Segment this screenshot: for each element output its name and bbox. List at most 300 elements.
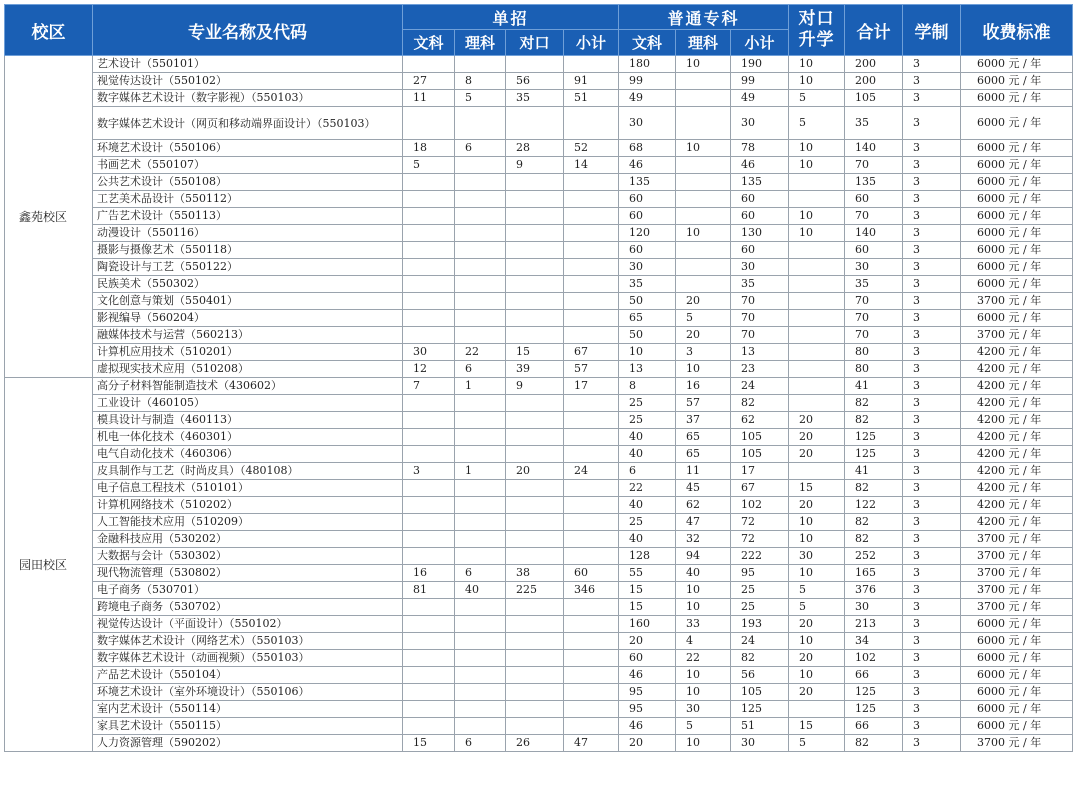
table-row bbox=[5, 90, 1073, 107]
single-liberal-cell bbox=[403, 56, 455, 73]
single-subtotal-cell bbox=[564, 650, 619, 667]
years-cell: 3 bbox=[903, 56, 961, 73]
single-duikou-cell bbox=[506, 259, 564, 276]
single-duikou-cell bbox=[506, 667, 564, 684]
normal-liberal-cell: 68 bbox=[619, 140, 676, 157]
table-row bbox=[5, 429, 1073, 446]
col-duikou-shengxue-header bbox=[789, 5, 845, 56]
normal-liberal-cell: 22 bbox=[619, 480, 676, 497]
single-liberal-cell bbox=[403, 480, 455, 497]
years-cell: 3 bbox=[903, 293, 961, 310]
single-subtotal-cell bbox=[564, 293, 619, 310]
single-duikou-cell bbox=[506, 107, 564, 140]
normal-subtotal-cell: 70 bbox=[731, 327, 789, 344]
single-subtotal-cell: 91 bbox=[564, 73, 619, 90]
fee-cell: 6000 元 / 年 bbox=[961, 650, 1073, 667]
single-science-cell: 40 bbox=[455, 582, 506, 599]
major-name-cell: 视觉传达设计（平面设计）（550102） bbox=[93, 616, 403, 633]
table-row bbox=[5, 73, 1073, 90]
years-cell: 3 bbox=[903, 701, 961, 718]
duikou-shengxue-cell: 10 bbox=[789, 140, 845, 157]
normal-science-cell: 10 bbox=[676, 140, 731, 157]
fee-cell: 4200 元 / 年 bbox=[961, 429, 1073, 446]
single-duikou-cell bbox=[506, 310, 564, 327]
duikou-shengxue-cell: 10 bbox=[789, 56, 845, 73]
total-cell: 35 bbox=[845, 276, 903, 293]
major-name-cell: 电子商务（530701） bbox=[93, 582, 403, 599]
duikou-shengxue-cell: 10 bbox=[789, 225, 845, 242]
fee-cell: 3700 元 / 年 bbox=[961, 293, 1073, 310]
single-subtotal-cell: 51 bbox=[564, 90, 619, 107]
normal-liberal-cell: 20 bbox=[619, 735, 676, 752]
single-science-cell bbox=[455, 599, 506, 616]
duikou-shengxue-cell: 5 bbox=[789, 582, 845, 599]
fee-cell: 6000 元 / 年 bbox=[961, 73, 1073, 90]
years-cell: 3 bbox=[903, 429, 961, 446]
single-duikou-cell bbox=[506, 174, 564, 191]
table-row bbox=[5, 446, 1073, 463]
normal-liberal-header: 文科 bbox=[619, 30, 676, 56]
table-row bbox=[5, 259, 1073, 276]
single-science-cell: 8 bbox=[455, 73, 506, 90]
fee-cell: 3700 元 / 年 bbox=[961, 565, 1073, 582]
single-liberal-cell: 81 bbox=[403, 582, 455, 599]
years-cell: 3 bbox=[903, 259, 961, 276]
major-name-cell: 视觉传达设计（550102） bbox=[93, 73, 403, 90]
fee-cell: 6000 元 / 年 bbox=[961, 191, 1073, 208]
single-subtotal-cell bbox=[564, 429, 619, 446]
single-duikou-cell bbox=[506, 701, 564, 718]
single-subtotal-cell bbox=[564, 395, 619, 412]
table-row bbox=[5, 174, 1073, 191]
normal-subtotal-cell: 24 bbox=[731, 378, 789, 395]
major-name-cell: 跨境电子商务（530702） bbox=[93, 599, 403, 616]
normal-science-cell: 20 bbox=[676, 327, 731, 344]
normal-liberal-cell: 180 bbox=[619, 56, 676, 73]
single-science-cell bbox=[455, 276, 506, 293]
years-cell: 3 bbox=[903, 90, 961, 107]
normal-liberal-cell: 46 bbox=[619, 157, 676, 174]
table-row bbox=[5, 361, 1073, 378]
single-science-cell bbox=[455, 242, 506, 259]
duikou-shengxue-cell: 10 bbox=[789, 514, 845, 531]
normal-science-header: 理科 bbox=[676, 30, 731, 56]
major-name-cell: 民族美术（550302） bbox=[93, 276, 403, 293]
normal-science-cell: 10 bbox=[676, 225, 731, 242]
single-subtotal-cell bbox=[564, 310, 619, 327]
single-liberal-cell bbox=[403, 107, 455, 140]
single-subtotal-cell: 24 bbox=[564, 463, 619, 480]
col-fee-header: 收费标准 bbox=[961, 5, 1073, 56]
fee-cell: 3700 元 / 年 bbox=[961, 735, 1073, 752]
duikou-shengxue-cell: 20 bbox=[789, 412, 845, 429]
single-subtotal-cell bbox=[564, 667, 619, 684]
single-science-cell bbox=[455, 327, 506, 344]
single-science-cell bbox=[455, 650, 506, 667]
single-duikou-cell bbox=[506, 191, 564, 208]
normal-science-cell: 20 bbox=[676, 293, 731, 310]
duikou-shengxue-cell: 15 bbox=[789, 718, 845, 735]
years-cell: 3 bbox=[903, 497, 961, 514]
fee-cell: 4200 元 / 年 bbox=[961, 344, 1073, 361]
normal-liberal-cell: 50 bbox=[619, 293, 676, 310]
single-science-cell: 6 bbox=[455, 565, 506, 582]
fee-cell: 6000 元 / 年 bbox=[961, 174, 1073, 191]
table-row bbox=[5, 667, 1073, 684]
normal-subtotal-cell: 70 bbox=[731, 293, 789, 310]
major-name-cell: 计算机网络技术（510202） bbox=[93, 497, 403, 514]
single-science-cell bbox=[455, 293, 506, 310]
single-liberal-cell: 30 bbox=[403, 344, 455, 361]
single-liberal-cell bbox=[403, 599, 455, 616]
major-name-cell: 电气自动化技术（460306） bbox=[93, 446, 403, 463]
single-science-cell: 6 bbox=[455, 140, 506, 157]
fee-cell: 6000 元 / 年 bbox=[961, 242, 1073, 259]
single-duikou-cell bbox=[506, 514, 564, 531]
single-duikou-cell: 15 bbox=[506, 344, 564, 361]
single-subtotal-cell bbox=[564, 446, 619, 463]
single-liberal-cell: 11 bbox=[403, 90, 455, 107]
single-duikou-cell bbox=[506, 412, 564, 429]
major-name-cell: 数字媒体艺术设计（动画视频）（550103） bbox=[93, 650, 403, 667]
duikou-shengxue-cell: 5 bbox=[789, 735, 845, 752]
normal-science-cell: 37 bbox=[676, 412, 731, 429]
single-liberal-cell bbox=[403, 531, 455, 548]
normal-liberal-cell: 46 bbox=[619, 667, 676, 684]
normal-subtotal-cell: 60 bbox=[731, 208, 789, 225]
single-science-cell bbox=[455, 412, 506, 429]
table-row bbox=[5, 412, 1073, 429]
normal-science-cell: 4 bbox=[676, 633, 731, 650]
years-cell: 3 bbox=[903, 107, 961, 140]
total-cell: 135 bbox=[845, 174, 903, 191]
normal-science-cell: 5 bbox=[676, 718, 731, 735]
years-cell: 3 bbox=[903, 667, 961, 684]
table-row bbox=[5, 582, 1073, 599]
total-cell: 66 bbox=[845, 667, 903, 684]
total-cell: 82 bbox=[845, 735, 903, 752]
single-subtotal-cell: 47 bbox=[564, 735, 619, 752]
single-science-cell: 1 bbox=[455, 378, 506, 395]
normal-science-cell: 57 bbox=[676, 395, 731, 412]
years-cell: 3 bbox=[903, 140, 961, 157]
years-cell: 3 bbox=[903, 73, 961, 90]
fee-cell: 4200 元 / 年 bbox=[961, 446, 1073, 463]
normal-subtotal-cell: 30 bbox=[731, 107, 789, 140]
major-name-cell: 虚拟现实技术应用（510208） bbox=[93, 361, 403, 378]
single-science-cell bbox=[455, 718, 506, 735]
fee-cell: 6000 元 / 年 bbox=[961, 107, 1073, 140]
normal-science-cell: 94 bbox=[676, 548, 731, 565]
single-subtotal-cell bbox=[564, 497, 619, 514]
single-subtotal-cell: 346 bbox=[564, 582, 619, 599]
fee-cell: 4200 元 / 年 bbox=[961, 497, 1073, 514]
fee-cell: 3700 元 / 年 bbox=[961, 548, 1073, 565]
years-cell: 3 bbox=[903, 242, 961, 259]
total-cell: 34 bbox=[845, 633, 903, 650]
single-duikou-header: 对口 bbox=[506, 30, 564, 56]
normal-subtotal-cell: 82 bbox=[731, 650, 789, 667]
normal-liberal-cell: 40 bbox=[619, 446, 676, 463]
normal-liberal-cell: 13 bbox=[619, 361, 676, 378]
fee-cell: 4200 元 / 年 bbox=[961, 463, 1073, 480]
normal-subtotal-cell: 82 bbox=[731, 395, 789, 412]
normal-liberal-cell: 128 bbox=[619, 548, 676, 565]
col-campus-header: 校区 bbox=[5, 5, 93, 56]
years-cell: 3 bbox=[903, 361, 961, 378]
normal-science-cell bbox=[676, 107, 731, 140]
fee-cell: 6000 元 / 年 bbox=[961, 56, 1073, 73]
years-cell: 3 bbox=[903, 480, 961, 497]
total-cell: 125 bbox=[845, 701, 903, 718]
duikou-shengxue-cell: 5 bbox=[789, 599, 845, 616]
major-name-cell: 公共艺术设计（550108） bbox=[93, 174, 403, 191]
single-science-cell: 1 bbox=[455, 463, 506, 480]
single-science-cell bbox=[455, 56, 506, 73]
single-duikou-cell bbox=[506, 599, 564, 616]
fee-cell: 6000 元 / 年 bbox=[961, 667, 1073, 684]
years-cell: 3 bbox=[903, 225, 961, 242]
single-liberal-cell: 15 bbox=[403, 735, 455, 752]
single-duikou-cell bbox=[506, 718, 564, 735]
normal-liberal-cell: 95 bbox=[619, 701, 676, 718]
col-years-header: 学制 bbox=[903, 5, 961, 56]
normal-subtotal-cell: 60 bbox=[731, 191, 789, 208]
normal-science-cell: 40 bbox=[676, 565, 731, 582]
table-row bbox=[5, 293, 1073, 310]
single-liberal-cell bbox=[403, 701, 455, 718]
major-name-cell: 机电一体化技术（460301） bbox=[93, 429, 403, 446]
normal-liberal-cell: 60 bbox=[619, 650, 676, 667]
duikou-shengxue-cell: 10 bbox=[789, 633, 845, 650]
duikou-shengxue-cell bbox=[789, 242, 845, 259]
total-cell: 140 bbox=[845, 225, 903, 242]
major-name-cell: 工艺美术品设计（550112） bbox=[93, 191, 403, 208]
total-cell: 82 bbox=[845, 412, 903, 429]
normal-subtotal-cell: 105 bbox=[731, 446, 789, 463]
single-subtotal-cell bbox=[564, 514, 619, 531]
normal-subtotal-cell: 23 bbox=[731, 361, 789, 378]
normal-liberal-cell: 46 bbox=[619, 718, 676, 735]
normal-subtotal-cell: 193 bbox=[731, 616, 789, 633]
normal-science-cell: 65 bbox=[676, 446, 731, 463]
fee-cell: 6000 元 / 年 bbox=[961, 140, 1073, 157]
normal-subtotal-cell: 105 bbox=[731, 684, 789, 701]
fee-cell: 6000 元 / 年 bbox=[961, 701, 1073, 718]
single-duikou-cell: 28 bbox=[506, 140, 564, 157]
years-cell: 3 bbox=[903, 633, 961, 650]
single-subtotal-cell bbox=[564, 259, 619, 276]
normal-subtotal-cell: 135 bbox=[731, 174, 789, 191]
normal-subtotal-cell: 222 bbox=[731, 548, 789, 565]
single-science-cell bbox=[455, 633, 506, 650]
normal-subtotal-cell: 25 bbox=[731, 582, 789, 599]
duikou-shengxue-cell bbox=[789, 259, 845, 276]
fee-cell: 6000 元 / 年 bbox=[961, 718, 1073, 735]
single-liberal-cell bbox=[403, 412, 455, 429]
enrollment-plan-table-container bbox=[4, 4, 1072, 752]
fee-cell: 3700 元 / 年 bbox=[961, 327, 1073, 344]
table-row bbox=[5, 242, 1073, 259]
fee-cell: 6000 元 / 年 bbox=[961, 225, 1073, 242]
single-liberal-cell bbox=[403, 548, 455, 565]
table-row bbox=[5, 684, 1073, 701]
single-liberal-cell bbox=[403, 174, 455, 191]
major-name-cell: 人力资源管理（590202） bbox=[93, 735, 403, 752]
duikou-shengxue-cell: 20 bbox=[789, 497, 845, 514]
single-duikou-cell bbox=[506, 327, 564, 344]
single-liberal-cell: 16 bbox=[403, 565, 455, 582]
single-liberal-cell bbox=[403, 242, 455, 259]
major-name-cell: 金融科技应用（530202） bbox=[93, 531, 403, 548]
normal-liberal-cell: 120 bbox=[619, 225, 676, 242]
single-science-cell bbox=[455, 395, 506, 412]
duikou-shengxue-cell bbox=[789, 174, 845, 191]
years-cell: 3 bbox=[903, 191, 961, 208]
fee-cell: 4200 元 / 年 bbox=[961, 361, 1073, 378]
single-duikou-cell bbox=[506, 395, 564, 412]
total-cell: 376 bbox=[845, 582, 903, 599]
single-liberal-cell bbox=[403, 650, 455, 667]
single-science-cell: 5 bbox=[455, 90, 506, 107]
fee-cell: 6000 元 / 年 bbox=[961, 310, 1073, 327]
table-row bbox=[5, 395, 1073, 412]
years-cell: 3 bbox=[903, 327, 961, 344]
fee-cell: 6000 元 / 年 bbox=[961, 684, 1073, 701]
single-science-cell bbox=[455, 107, 506, 140]
single-science-cell bbox=[455, 514, 506, 531]
single-liberal-cell bbox=[403, 667, 455, 684]
years-cell: 3 bbox=[903, 208, 961, 225]
normal-liberal-cell: 35 bbox=[619, 276, 676, 293]
normal-liberal-cell: 15 bbox=[619, 599, 676, 616]
single-duikou-cell bbox=[506, 497, 564, 514]
group-normal-college-header: 普通专科 bbox=[619, 5, 789, 30]
single-science-cell bbox=[455, 684, 506, 701]
total-cell: 70 bbox=[845, 327, 903, 344]
col-total-header: 合计 bbox=[845, 5, 903, 56]
major-name-cell: 艺术设计（550101） bbox=[93, 56, 403, 73]
total-cell: 80 bbox=[845, 361, 903, 378]
duikou-shengxue-cell: 15 bbox=[789, 480, 845, 497]
normal-science-cell: 65 bbox=[676, 429, 731, 446]
total-cell: 82 bbox=[845, 395, 903, 412]
major-name-cell: 大数据与会计（530302） bbox=[93, 548, 403, 565]
duikou-shengxue-cell: 10 bbox=[789, 565, 845, 582]
normal-subtotal-cell: 30 bbox=[731, 735, 789, 752]
normal-subtotal-cell: 72 bbox=[731, 514, 789, 531]
normal-subtotal-cell: 72 bbox=[731, 531, 789, 548]
fee-cell: 4200 元 / 年 bbox=[961, 378, 1073, 395]
single-science-cell: 6 bbox=[455, 735, 506, 752]
total-cell: 82 bbox=[845, 514, 903, 531]
fee-cell: 4200 元 / 年 bbox=[961, 395, 1073, 412]
fee-cell: 4200 元 / 年 bbox=[961, 514, 1073, 531]
normal-science-cell: 10 bbox=[676, 361, 731, 378]
normal-subtotal-cell: 190 bbox=[731, 56, 789, 73]
major-name-cell: 产品艺术设计（550104） bbox=[93, 667, 403, 684]
single-subtotal-cell bbox=[564, 718, 619, 735]
normal-science-cell: 10 bbox=[676, 599, 731, 616]
single-subtotal-cell bbox=[564, 616, 619, 633]
single-duikou-cell: 39 bbox=[506, 361, 564, 378]
single-science-cell bbox=[455, 548, 506, 565]
single-duikou-cell bbox=[506, 276, 564, 293]
table-row bbox=[5, 701, 1073, 718]
single-duikou-cell bbox=[506, 208, 564, 225]
normal-liberal-cell: 50 bbox=[619, 327, 676, 344]
table-row bbox=[5, 463, 1073, 480]
single-duikou-cell bbox=[506, 650, 564, 667]
major-name-cell: 广告艺术设计（550113） bbox=[93, 208, 403, 225]
single-subtotal-cell bbox=[564, 174, 619, 191]
normal-liberal-cell: 60 bbox=[619, 191, 676, 208]
single-liberal-cell bbox=[403, 395, 455, 412]
single-liberal-cell bbox=[403, 208, 455, 225]
table-row bbox=[5, 327, 1073, 344]
single-subtotal-cell: 60 bbox=[564, 565, 619, 582]
normal-science-cell bbox=[676, 73, 731, 90]
normal-subtotal-cell: 35 bbox=[731, 276, 789, 293]
normal-subtotal-cell: 17 bbox=[731, 463, 789, 480]
single-liberal-cell: 27 bbox=[403, 73, 455, 90]
duikou-shengxue-label: 对口升学 bbox=[798, 9, 835, 50]
normal-science-cell: 47 bbox=[676, 514, 731, 531]
total-cell: 125 bbox=[845, 429, 903, 446]
single-subtotal-header: 小计 bbox=[564, 30, 619, 56]
single-liberal-cell bbox=[403, 616, 455, 633]
campus-name-cell: 鑫苑校区 bbox=[5, 56, 93, 378]
normal-science-cell: 62 bbox=[676, 497, 731, 514]
single-subtotal-cell bbox=[564, 276, 619, 293]
single-science-cell bbox=[455, 157, 506, 174]
years-cell: 3 bbox=[903, 582, 961, 599]
table-row bbox=[5, 565, 1073, 582]
single-duikou-cell: 38 bbox=[506, 565, 564, 582]
single-liberal-header: 文科 bbox=[403, 30, 455, 56]
duikou-shengxue-cell bbox=[789, 378, 845, 395]
major-name-cell: 高分子材料智能制造技术（430602） bbox=[93, 378, 403, 395]
single-liberal-cell: 5 bbox=[403, 157, 455, 174]
single-science-cell bbox=[455, 701, 506, 718]
single-science-cell: 6 bbox=[455, 361, 506, 378]
normal-science-cell: 3 bbox=[676, 344, 731, 361]
single-subtotal-cell bbox=[564, 548, 619, 565]
total-cell: 140 bbox=[845, 140, 903, 157]
total-cell: 122 bbox=[845, 497, 903, 514]
normal-subtotal-cell: 60 bbox=[731, 242, 789, 259]
single-subtotal-cell: 57 bbox=[564, 361, 619, 378]
major-name-cell: 电子信息工程技术（510101） bbox=[93, 480, 403, 497]
single-liberal-cell bbox=[403, 684, 455, 701]
single-science-cell bbox=[455, 429, 506, 446]
single-liberal-cell bbox=[403, 429, 455, 446]
major-name-cell: 环境艺术设计（550106） bbox=[93, 140, 403, 157]
single-subtotal-cell bbox=[564, 56, 619, 73]
total-cell: 70 bbox=[845, 157, 903, 174]
single-liberal-cell bbox=[403, 446, 455, 463]
normal-science-cell bbox=[676, 259, 731, 276]
single-duikou-cell bbox=[506, 616, 564, 633]
single-subtotal-cell bbox=[564, 242, 619, 259]
total-cell: 66 bbox=[845, 718, 903, 735]
duikou-shengxue-cell: 10 bbox=[789, 208, 845, 225]
duikou-shengxue-cell bbox=[789, 310, 845, 327]
fee-cell: 3700 元 / 年 bbox=[961, 531, 1073, 548]
normal-subtotal-cell: 78 bbox=[731, 140, 789, 157]
single-liberal-cell bbox=[403, 276, 455, 293]
normal-science-cell bbox=[676, 191, 731, 208]
